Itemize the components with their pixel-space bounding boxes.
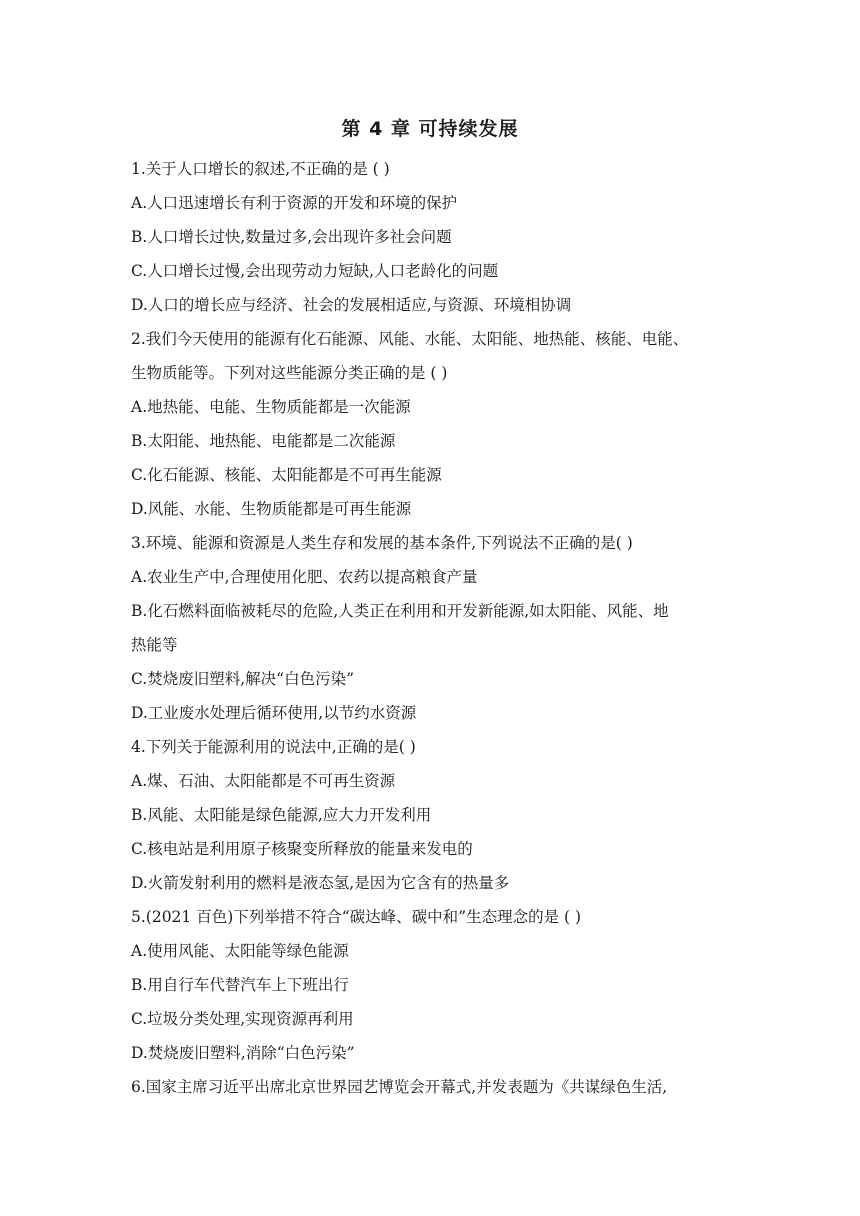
text-line: B.化石燃料面临被耗尽的危险,人类正在利用和开发新能源,如太阳能、风能、地 <box>131 602 669 620</box>
text-line: A.农业生产中,合理使用化肥、农药以提高粮食产量 <box>131 568 478 586</box>
text-line: A.地热能、电能、生物质能都是一次能源 <box>131 398 411 416</box>
text-line: D.人口的增长应与经济、社会的发展相适应,与资源、环境相协调 <box>131 296 572 314</box>
question-list <box>131 152 751 1104</box>
text-line: A.使用风能、太阳能等绿色能源 <box>131 942 349 960</box>
text-line: 5.(2021 百色)下列举措不符合“碳达峰、碳中和”生态理念的是 ( ) <box>131 908 582 926</box>
text-line: 4.下列关于能源利用的说法中,正确的是( ) <box>131 738 416 756</box>
text-line: B.风能、太阳能是绿色能源,应大力开发利用 <box>131 806 432 824</box>
text-line: 热能等 <box>131 636 178 654</box>
text-line: D.风能、水能、生物质能都是可再生能源 <box>131 500 412 518</box>
text-line: C.垃圾分类处理,实现资源再利用 <box>131 1010 354 1028</box>
text-line: B.用自行车代替汽车上下班出行 <box>131 976 349 994</box>
text-line: 3.环境、能源和资源是人类生存和发展的基本条件,下列说法不正确的是( ) <box>131 534 633 552</box>
text-line: D.焚烧废旧塑料,消除“白色污染” <box>131 1044 355 1062</box>
text-line: 1.关于人口增长的叙述,不正确的是 ( ) <box>131 160 390 178</box>
text-line: A.煤、石油、太阳能都是不可再生资源 <box>131 772 396 790</box>
text-line: C.化石能源、核能、太阳能都是不可再生能源 <box>131 466 442 484</box>
chapter-title: 第 4 章 可持续发展 <box>341 118 519 140</box>
text-line: 生物质能等。下列对这些能源分类正确的是 ( ) <box>131 364 448 382</box>
text-line: C.焚烧废旧塑料,解决“白色污染” <box>131 670 355 688</box>
text-line: 6.国家主席习近平出席北京世界园艺博览会开幕式,并发表题为《共谋绿色生活, <box>131 1078 668 1096</box>
text-line: A.人口迅速增长有利于资源的开发和环境的保护 <box>131 194 458 212</box>
text-line: C.人口增长过慢,会出现劳动力短缺,人口老龄化的问题 <box>131 262 499 280</box>
text-line: D.工业废水处理后循环使用,以节约水资源 <box>131 704 417 722</box>
text-line: D.火箭发射利用的燃料是液态氢,是因为它含有的热量多 <box>131 874 510 892</box>
text-line: C.核电站是利用原子核聚变所释放的能量来发电的 <box>131 840 473 858</box>
text-line: B.人口增长过快,数量过多,会出现许多社会问题 <box>131 228 452 246</box>
text-line: 2.我们今天使用的能源有化石能源、风能、水能、太阳能、地热能、核能、电能、 <box>131 330 689 348</box>
text-line: B.太阳能、地热能、电能都是二次能源 <box>131 432 396 450</box>
